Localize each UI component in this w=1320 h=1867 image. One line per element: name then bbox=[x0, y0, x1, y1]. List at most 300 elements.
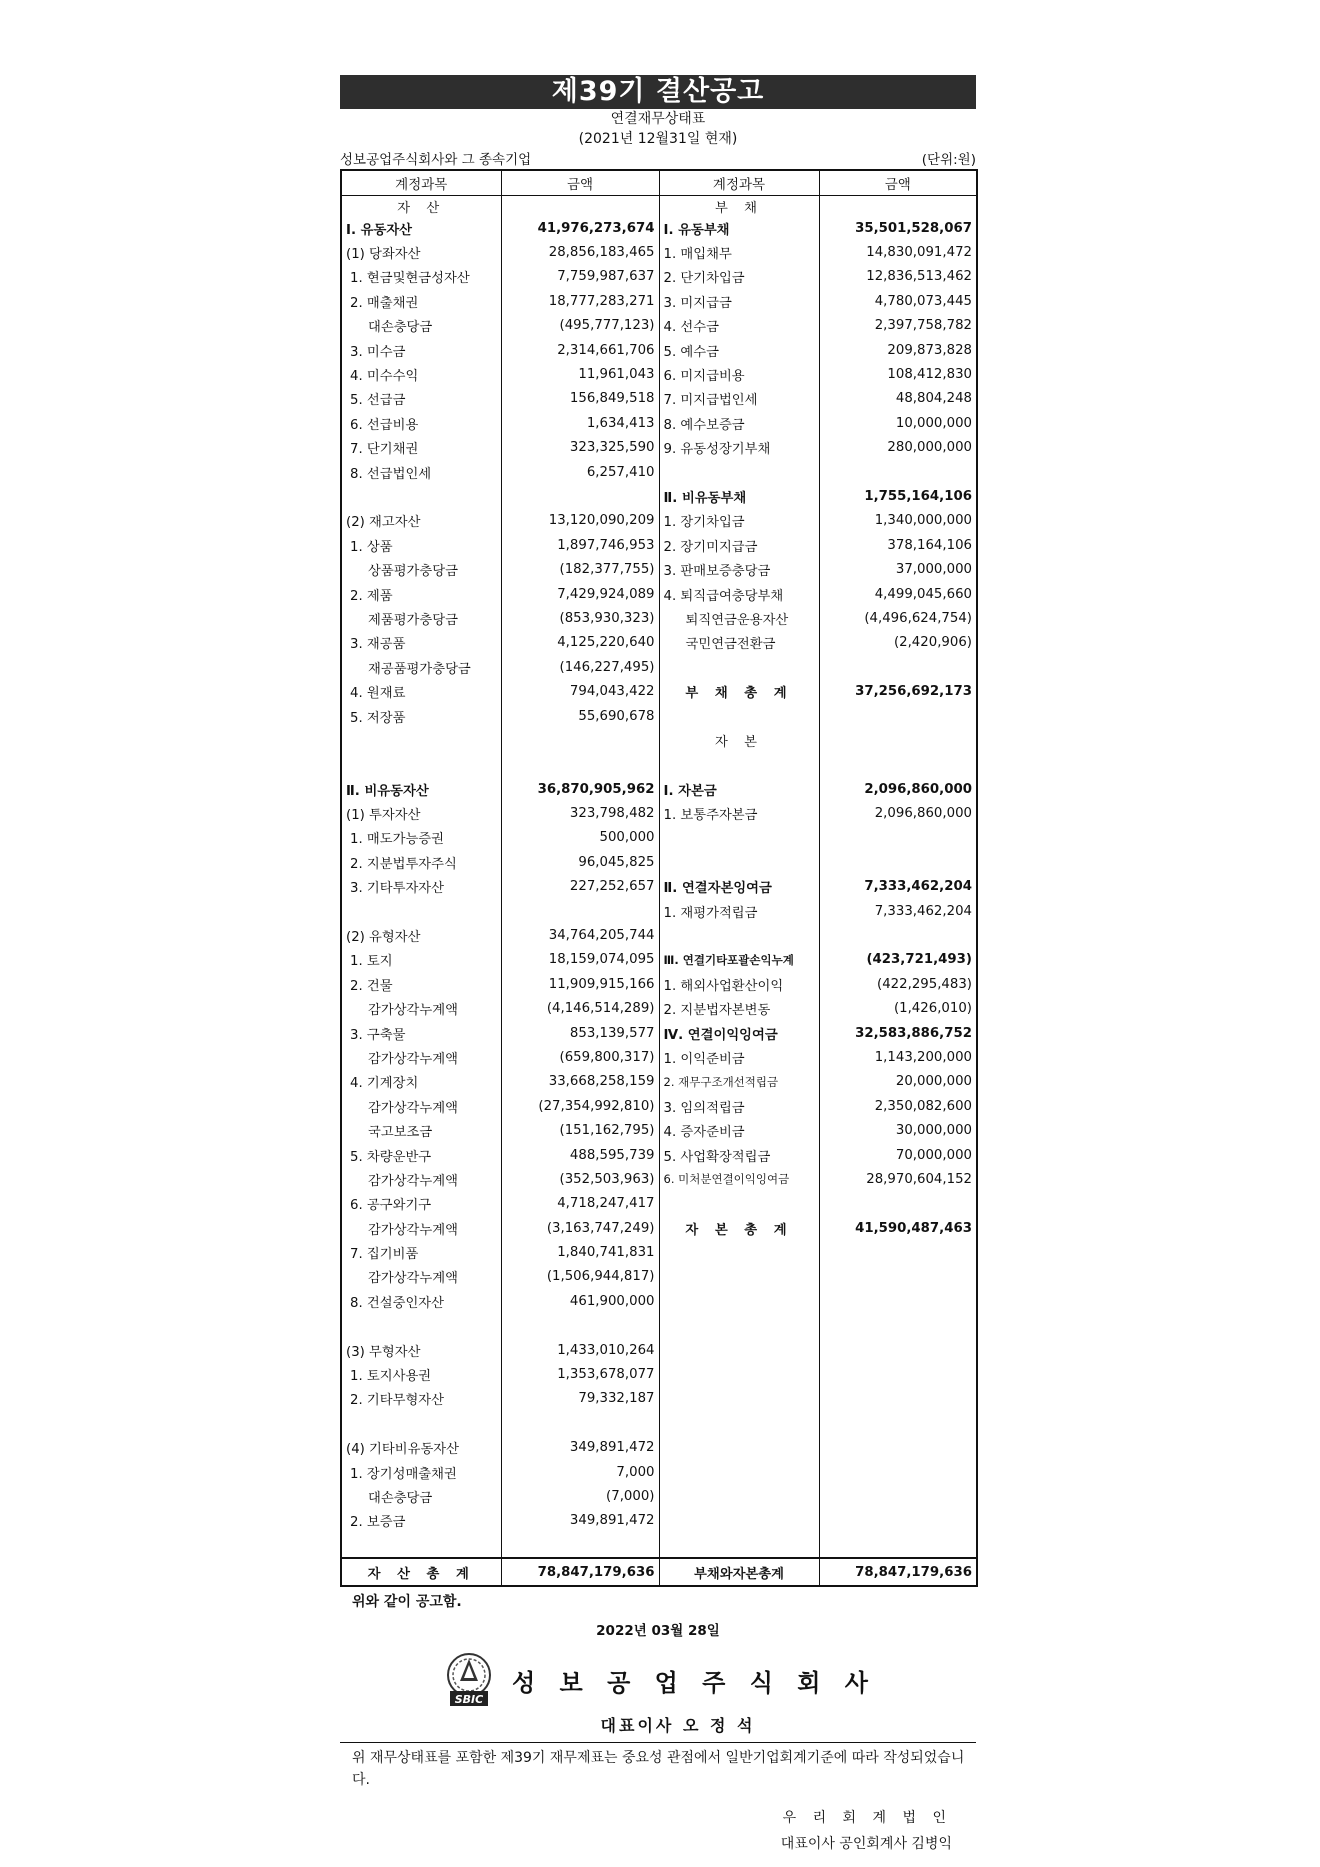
left-amount: 227,252,657 bbox=[501, 875, 659, 899]
left-account: 5. 차량운반구 bbox=[341, 1143, 501, 1167]
left-account: 8. 건설중인자산 bbox=[341, 1289, 501, 1313]
left-amount: 7,000 bbox=[501, 1460, 659, 1484]
announce-date: 2022년 03월 28일 bbox=[596, 1623, 720, 1640]
page-title: 제39기 결산공고 bbox=[340, 75, 976, 109]
table-row bbox=[341, 533, 977, 557]
right-amount bbox=[819, 1192, 977, 1216]
table-row bbox=[341, 1118, 977, 1142]
unit-label: (단위:원) bbox=[921, 152, 976, 168]
right-account bbox=[659, 1411, 819, 1435]
left-amount bbox=[501, 1533, 659, 1558]
right-amount bbox=[819, 1362, 977, 1386]
right-amount bbox=[819, 1338, 977, 1362]
header-amount-left: 금액 bbox=[501, 170, 659, 196]
left-amount: 18,159,074,095 bbox=[501, 948, 659, 972]
left-account: (4) 기타비유동자산 bbox=[341, 1436, 501, 1460]
left-account: 4. 원재료 bbox=[341, 679, 501, 703]
left-amount bbox=[501, 196, 659, 217]
table-body bbox=[341, 196, 977, 1559]
left-account: (3) 무형자산 bbox=[341, 1338, 501, 1362]
audit-firm: 우 리 회 계 법 인 bbox=[782, 1810, 952, 1827]
right-account: Ⅲ. 연결기타포괄손익누계 bbox=[659, 948, 819, 972]
left-amount: 1,840,741,831 bbox=[501, 1240, 659, 1264]
table-row bbox=[341, 948, 977, 972]
left-amount: 323,798,482 bbox=[501, 801, 659, 825]
right-amount: 41,590,487,463 bbox=[819, 1216, 977, 1240]
left-amount: 11,909,915,166 bbox=[501, 972, 659, 996]
left-account: 3. 기타투자자산 bbox=[341, 875, 501, 899]
table-row bbox=[341, 1387, 977, 1411]
left-amount: (151,162,795) bbox=[501, 1118, 659, 1142]
left-account bbox=[341, 1314, 501, 1338]
left-account bbox=[341, 1411, 501, 1435]
table-row bbox=[341, 411, 977, 435]
left-amount: (4,146,514,289) bbox=[501, 997, 659, 1021]
table-row bbox=[341, 1289, 977, 1313]
left-amount: 349,891,472 bbox=[501, 1509, 659, 1533]
left-account: 8. 선급법인세 bbox=[341, 460, 501, 484]
left-account: Ⅰ. 유동자산 bbox=[341, 216, 501, 240]
table-row bbox=[341, 704, 977, 728]
header-account-right: 계정과목 bbox=[659, 170, 819, 196]
right-account: 국민연금전환금 bbox=[659, 631, 819, 655]
table-row bbox=[341, 679, 977, 703]
table-row bbox=[341, 1240, 977, 1264]
left-amount: 34,764,205,744 bbox=[501, 923, 659, 947]
left-amount: 55,690,678 bbox=[501, 704, 659, 728]
right-account bbox=[659, 1460, 819, 1484]
left-amount: 1,634,413 bbox=[501, 411, 659, 435]
right-amount: 14,830,091,472 bbox=[819, 240, 977, 264]
right-amount: 1,143,200,000 bbox=[819, 1045, 977, 1069]
table-row bbox=[341, 826, 977, 850]
left-account: 1. 토지사용권 bbox=[341, 1362, 501, 1386]
left-amount: (3,163,747,249) bbox=[501, 1216, 659, 1240]
table-row bbox=[341, 338, 977, 362]
left-account: 2. 보증금 bbox=[341, 1509, 501, 1533]
right-amount: 12,836,513,462 bbox=[819, 265, 977, 289]
table-row bbox=[341, 1045, 977, 1069]
left-amount: 794,043,422 bbox=[501, 679, 659, 703]
table-row bbox=[341, 436, 977, 460]
total-row bbox=[341, 1558, 977, 1586]
right-amount bbox=[819, 826, 977, 850]
right-account bbox=[659, 753, 819, 777]
company-logo bbox=[440, 1651, 498, 1709]
left-account: 3. 재공품 bbox=[341, 631, 501, 655]
left-amount: 18,777,283,271 bbox=[501, 289, 659, 313]
right-amount bbox=[819, 753, 977, 777]
left-amount: 461,900,000 bbox=[501, 1289, 659, 1313]
table-row bbox=[341, 1436, 977, 1460]
left-account bbox=[341, 484, 501, 508]
right-amount: 20,000,000 bbox=[819, 1070, 977, 1094]
right-account bbox=[659, 704, 819, 728]
right-amount: 28,970,604,152 bbox=[819, 1167, 977, 1191]
table-row bbox=[341, 1314, 977, 1338]
right-amount bbox=[819, 1460, 977, 1484]
right-account bbox=[659, 1192, 819, 1216]
left-account: 2. 지분법투자주식 bbox=[341, 850, 501, 874]
company-name: 성 보 공 업 주 식 회 사 bbox=[512, 1668, 876, 1697]
left-amount: 7,759,987,637 bbox=[501, 265, 659, 289]
right-amount: 108,412,830 bbox=[819, 362, 977, 386]
right-amount: 37,256,692,173 bbox=[819, 679, 977, 703]
right-account bbox=[659, 1289, 819, 1313]
right-amount bbox=[819, 1436, 977, 1460]
right-account: 3. 임의적립금 bbox=[659, 1094, 819, 1118]
right-account: 1. 해외사업환산이익 bbox=[659, 972, 819, 996]
right-amount: 35,501,528,067 bbox=[819, 216, 977, 240]
company-block bbox=[340, 1651, 976, 1709]
announcement bbox=[340, 75, 976, 1857]
audit-opinion: 위 재무상태표를 포함한 제39기 재무제표는 중요성 관점에서 일반기업회계기준에 따라 작성되었습니다. bbox=[352, 1750, 965, 1789]
table-row bbox=[341, 753, 977, 777]
left-amount bbox=[501, 484, 659, 508]
right-amount: 1,340,000,000 bbox=[819, 509, 977, 533]
table-row bbox=[341, 557, 977, 581]
right-amount: (423,721,493) bbox=[819, 948, 977, 972]
left-amount: 33,668,258,159 bbox=[501, 1070, 659, 1094]
left-amount: 2,314,661,706 bbox=[501, 338, 659, 362]
left-account: 7. 집기비품 bbox=[341, 1240, 501, 1264]
right-account: 3. 미지급금 bbox=[659, 289, 819, 313]
right-amount bbox=[819, 460, 977, 484]
header-account-left: 계정과목 bbox=[341, 170, 501, 196]
right-account bbox=[659, 826, 819, 850]
right-account: 1. 이익준비금 bbox=[659, 1045, 819, 1069]
right-account: 1. 재평가적립금 bbox=[659, 899, 819, 923]
right-amount bbox=[819, 1314, 977, 1338]
table-row bbox=[341, 997, 977, 1021]
right-account: 4. 퇴직급여충당부채 bbox=[659, 582, 819, 606]
left-account bbox=[341, 899, 501, 923]
right-account: Ⅰ. 유동부채 bbox=[659, 216, 819, 240]
table-row bbox=[341, 728, 977, 752]
right-amount: 378,164,106 bbox=[819, 533, 977, 557]
right-account: 4. 선수금 bbox=[659, 314, 819, 338]
logo-text: SBIC bbox=[454, 1693, 484, 1707]
right-amount: 48,804,248 bbox=[819, 387, 977, 411]
right-amount bbox=[819, 196, 977, 217]
right-amount: 2,096,860,000 bbox=[819, 777, 977, 801]
table-row bbox=[341, 1021, 977, 1045]
left-amount: 6,257,410 bbox=[501, 460, 659, 484]
company-line: 성보공업주식회사와 그 종속기업 bbox=[340, 152, 532, 168]
right-account: 부 채 총 계 bbox=[659, 679, 819, 703]
left-account: 7. 단기채권 bbox=[341, 436, 501, 460]
right-amount bbox=[819, 1484, 977, 1508]
left-account: 2. 건물 bbox=[341, 972, 501, 996]
table-row bbox=[341, 216, 977, 240]
table-row bbox=[341, 1192, 977, 1216]
right-amount bbox=[819, 850, 977, 874]
right-amount bbox=[819, 1387, 977, 1411]
left-amount: (7,000) bbox=[501, 1484, 659, 1508]
left-amount: 11,961,043 bbox=[501, 362, 659, 386]
divider bbox=[340, 1742, 976, 1743]
right-amount: 4,780,073,445 bbox=[819, 289, 977, 313]
left-amount: 853,139,577 bbox=[501, 1021, 659, 1045]
header-amount-right: 금액 bbox=[819, 170, 977, 196]
right-account: 2. 지분법자본변동 bbox=[659, 997, 819, 1021]
left-amount: 500,000 bbox=[501, 826, 659, 850]
left-amount bbox=[501, 1314, 659, 1338]
right-account bbox=[659, 1240, 819, 1264]
left-account: (1) 투자자산 bbox=[341, 801, 501, 825]
left-account: 4. 미수수익 bbox=[341, 362, 501, 386]
left-account: 감가상각누계액 bbox=[341, 1094, 501, 1118]
left-amount: (1,506,944,817) bbox=[501, 1265, 659, 1289]
right-amount bbox=[819, 728, 977, 752]
left-amount: (495,777,123) bbox=[501, 314, 659, 338]
table-row bbox=[341, 801, 977, 825]
table-row bbox=[341, 1070, 977, 1094]
left-account: 감가상각누계액 bbox=[341, 1167, 501, 1191]
left-account: (2) 유형자산 bbox=[341, 923, 501, 947]
right-account: 1. 매입채무 bbox=[659, 240, 819, 264]
table-row bbox=[341, 509, 977, 533]
right-account: 9. 유동성장기부채 bbox=[659, 436, 819, 460]
right-account bbox=[659, 1436, 819, 1460]
left-amount bbox=[501, 1411, 659, 1435]
right-amount: (4,496,624,754) bbox=[819, 606, 977, 630]
left-account bbox=[341, 753, 501, 777]
auditor-name: 대표이사 공인회계사 김병익 bbox=[780, 1836, 952, 1853]
right-account bbox=[659, 1362, 819, 1386]
right-account: 부 채 bbox=[659, 196, 819, 217]
right-account: 1. 보통주자본금 bbox=[659, 801, 819, 825]
right-account bbox=[659, 1314, 819, 1338]
right-amount bbox=[819, 1411, 977, 1435]
right-amount bbox=[819, 1509, 977, 1533]
right-account: 8. 예수보증금 bbox=[659, 411, 819, 435]
total-liab-equity-label: 부채와자본총계 bbox=[659, 1558, 819, 1586]
table-row bbox=[341, 850, 977, 874]
left-account: 6. 공구와기구 bbox=[341, 1192, 501, 1216]
table-row bbox=[341, 289, 977, 313]
right-amount bbox=[819, 1533, 977, 1558]
right-account: 자 본 총 계 bbox=[659, 1216, 819, 1240]
table-row bbox=[341, 1216, 977, 1240]
table-row bbox=[341, 631, 977, 655]
left-account: 1. 장기성매출채권 bbox=[341, 1460, 501, 1484]
table-row bbox=[341, 655, 977, 679]
right-amount: 7,333,462,204 bbox=[819, 899, 977, 923]
left-amount: 156,849,518 bbox=[501, 387, 659, 411]
right-amount bbox=[819, 1265, 977, 1289]
right-account: Ⅳ. 연결이익잉여금 bbox=[659, 1021, 819, 1045]
table-row bbox=[341, 1484, 977, 1508]
right-account: Ⅰ. 자본금 bbox=[659, 777, 819, 801]
balance-sheet-table bbox=[340, 169, 978, 1587]
table-row bbox=[341, 240, 977, 264]
left-account: 국고보조금 bbox=[341, 1118, 501, 1142]
right-amount: 1,755,164,106 bbox=[819, 484, 977, 508]
right-amount: (422,295,483) bbox=[819, 972, 977, 996]
right-account: 6. 미지급비용 bbox=[659, 362, 819, 386]
left-amount: 96,045,825 bbox=[501, 850, 659, 874]
left-amount: 4,718,247,417 bbox=[501, 1192, 659, 1216]
right-amount: 32,583,886,752 bbox=[819, 1021, 977, 1045]
left-account bbox=[341, 728, 501, 752]
ceo-name: 대표이사 오 정 석 bbox=[600, 1716, 756, 1736]
right-amount: 2,397,758,782 bbox=[819, 314, 977, 338]
table-row bbox=[341, 196, 977, 217]
left-amount: 28,856,183,465 bbox=[501, 240, 659, 264]
left-account: 3. 구축물 bbox=[341, 1021, 501, 1045]
left-account: 감가상각누계액 bbox=[341, 1265, 501, 1289]
right-account bbox=[659, 460, 819, 484]
left-amount: 323,325,590 bbox=[501, 436, 659, 460]
right-amount: 2,096,860,000 bbox=[819, 801, 977, 825]
left-amount: (853,930,323) bbox=[501, 606, 659, 630]
left-amount: 36,870,905,962 bbox=[501, 777, 659, 801]
right-account bbox=[659, 1533, 819, 1558]
left-account: (1) 당좌자산 bbox=[341, 240, 501, 264]
right-amount bbox=[819, 704, 977, 728]
right-account: 4. 증자준비금 bbox=[659, 1118, 819, 1142]
left-amount: 7,429,924,089 bbox=[501, 582, 659, 606]
left-amount: (182,377,755) bbox=[501, 557, 659, 581]
left-account: 감가상각누계액 bbox=[341, 997, 501, 1021]
table-row bbox=[341, 1411, 977, 1435]
left-amount: (27,354,992,810) bbox=[501, 1094, 659, 1118]
right-account: Ⅱ. 비유동부채 bbox=[659, 484, 819, 508]
table-row bbox=[341, 1094, 977, 1118]
left-account: 1. 매도가능증권 bbox=[341, 826, 501, 850]
left-account: 제품평가충당금 bbox=[341, 606, 501, 630]
left-account: (2) 재고자산 bbox=[341, 509, 501, 533]
right-amount: 70,000,000 bbox=[819, 1143, 977, 1167]
table-row bbox=[341, 582, 977, 606]
right-amount bbox=[819, 923, 977, 947]
table-row bbox=[341, 265, 977, 289]
left-amount: 4,125,220,640 bbox=[501, 631, 659, 655]
right-account: 5. 예수금 bbox=[659, 338, 819, 362]
right-account bbox=[659, 1338, 819, 1362]
left-account bbox=[341, 1533, 501, 1558]
total-assets-amount: 78,847,179,636 bbox=[501, 1558, 659, 1586]
left-account: 6. 선급비용 bbox=[341, 411, 501, 435]
table-row bbox=[341, 777, 977, 801]
left-account: 2. 제품 bbox=[341, 582, 501, 606]
left-account: 자 산 bbox=[341, 196, 501, 217]
left-amount: 349,891,472 bbox=[501, 1436, 659, 1460]
right-account: 1. 장기차입금 bbox=[659, 509, 819, 533]
right-amount: 10,000,000 bbox=[819, 411, 977, 435]
right-account bbox=[659, 655, 819, 679]
table-row bbox=[341, 1509, 977, 1533]
left-account: 대손충당금 bbox=[341, 1484, 501, 1508]
table-row bbox=[341, 1338, 977, 1362]
right-account bbox=[659, 1265, 819, 1289]
left-amount: 1,353,678,077 bbox=[501, 1362, 659, 1386]
audit-firm-block bbox=[340, 1805, 976, 1857]
left-account: 1. 토지 bbox=[341, 948, 501, 972]
left-amount bbox=[501, 753, 659, 777]
left-account: 감가상각누계액 bbox=[341, 1045, 501, 1069]
right-account: 2. 단기차입금 bbox=[659, 265, 819, 289]
left-account: 4. 기계장치 bbox=[341, 1070, 501, 1094]
table-row bbox=[341, 1265, 977, 1289]
right-amount: 37,000,000 bbox=[819, 557, 977, 581]
right-account: 자 본 bbox=[659, 728, 819, 752]
left-amount: 79,332,187 bbox=[501, 1387, 659, 1411]
table-row bbox=[341, 387, 977, 411]
left-account: 1. 상품 bbox=[341, 533, 501, 557]
statement-name: 연결재무상태표 bbox=[610, 111, 706, 127]
left-account: 감가상각누계액 bbox=[341, 1216, 501, 1240]
table-row bbox=[341, 972, 977, 996]
table-meta bbox=[340, 151, 976, 169]
announce-note: 위와 같이 공고함. bbox=[352, 1594, 462, 1611]
table-row bbox=[341, 1533, 977, 1558]
left-account: 5. 저장품 bbox=[341, 704, 501, 728]
left-amount: (146,227,495) bbox=[501, 655, 659, 679]
right-amount: (1,426,010) bbox=[819, 997, 977, 1021]
as-of-date: (2021년 12월31일 현재) bbox=[578, 131, 738, 147]
left-account: 3. 미수금 bbox=[341, 338, 501, 362]
right-amount bbox=[819, 1289, 977, 1313]
table-header-row bbox=[341, 170, 977, 196]
left-amount: 41,976,273,674 bbox=[501, 216, 659, 240]
right-amount: 4,499,045,660 bbox=[819, 582, 977, 606]
right-account: 퇴직연금운용자산 bbox=[659, 606, 819, 630]
table-row bbox=[341, 1460, 977, 1484]
left-account: 재공품평가충당금 bbox=[341, 655, 501, 679]
right-account: Ⅱ. 연결자본잉여금 bbox=[659, 875, 819, 899]
left-account: 5. 선급금 bbox=[341, 387, 501, 411]
left-account: 2. 매출채권 bbox=[341, 289, 501, 313]
left-amount: (352,503,963) bbox=[501, 1167, 659, 1191]
table-row bbox=[341, 484, 977, 508]
right-account: 6. 미처분연결이익잉여금 bbox=[659, 1167, 819, 1191]
left-amount: (659,800,317) bbox=[501, 1045, 659, 1069]
right-amount: 7,333,462,204 bbox=[819, 875, 977, 899]
right-account bbox=[659, 1484, 819, 1508]
left-amount: 1,897,746,953 bbox=[501, 533, 659, 557]
left-account: 2. 기타무형자산 bbox=[341, 1387, 501, 1411]
right-amount: (2,420,906) bbox=[819, 631, 977, 655]
right-amount: 280,000,000 bbox=[819, 436, 977, 460]
table-row bbox=[341, 923, 977, 947]
table-row bbox=[341, 362, 977, 386]
right-account bbox=[659, 1387, 819, 1411]
right-account: 7. 미지급법인세 bbox=[659, 387, 819, 411]
right-amount: 209,873,828 bbox=[819, 338, 977, 362]
right-account: 2. 장기미지급금 bbox=[659, 533, 819, 557]
right-account bbox=[659, 923, 819, 947]
table-row bbox=[341, 606, 977, 630]
right-account bbox=[659, 1509, 819, 1533]
right-amount: 30,000,000 bbox=[819, 1118, 977, 1142]
left-account: 상품평가충당금 bbox=[341, 557, 501, 581]
table-row bbox=[341, 1143, 977, 1167]
right-account bbox=[659, 850, 819, 874]
right-amount bbox=[819, 1240, 977, 1264]
table-row bbox=[341, 899, 977, 923]
left-amount: 1,433,010,264 bbox=[501, 1338, 659, 1362]
right-account: 5. 사업확장적립금 bbox=[659, 1143, 819, 1167]
right-account: 3. 판매보증충당금 bbox=[659, 557, 819, 581]
right-amount bbox=[819, 655, 977, 679]
left-amount: 13,120,090,209 bbox=[501, 509, 659, 533]
left-account: 대손충당금 bbox=[341, 314, 501, 338]
left-account: Ⅱ. 비유동자산 bbox=[341, 777, 501, 801]
table-row bbox=[341, 875, 977, 899]
right-account: 2. 재무구조개선적립금 bbox=[659, 1070, 819, 1094]
